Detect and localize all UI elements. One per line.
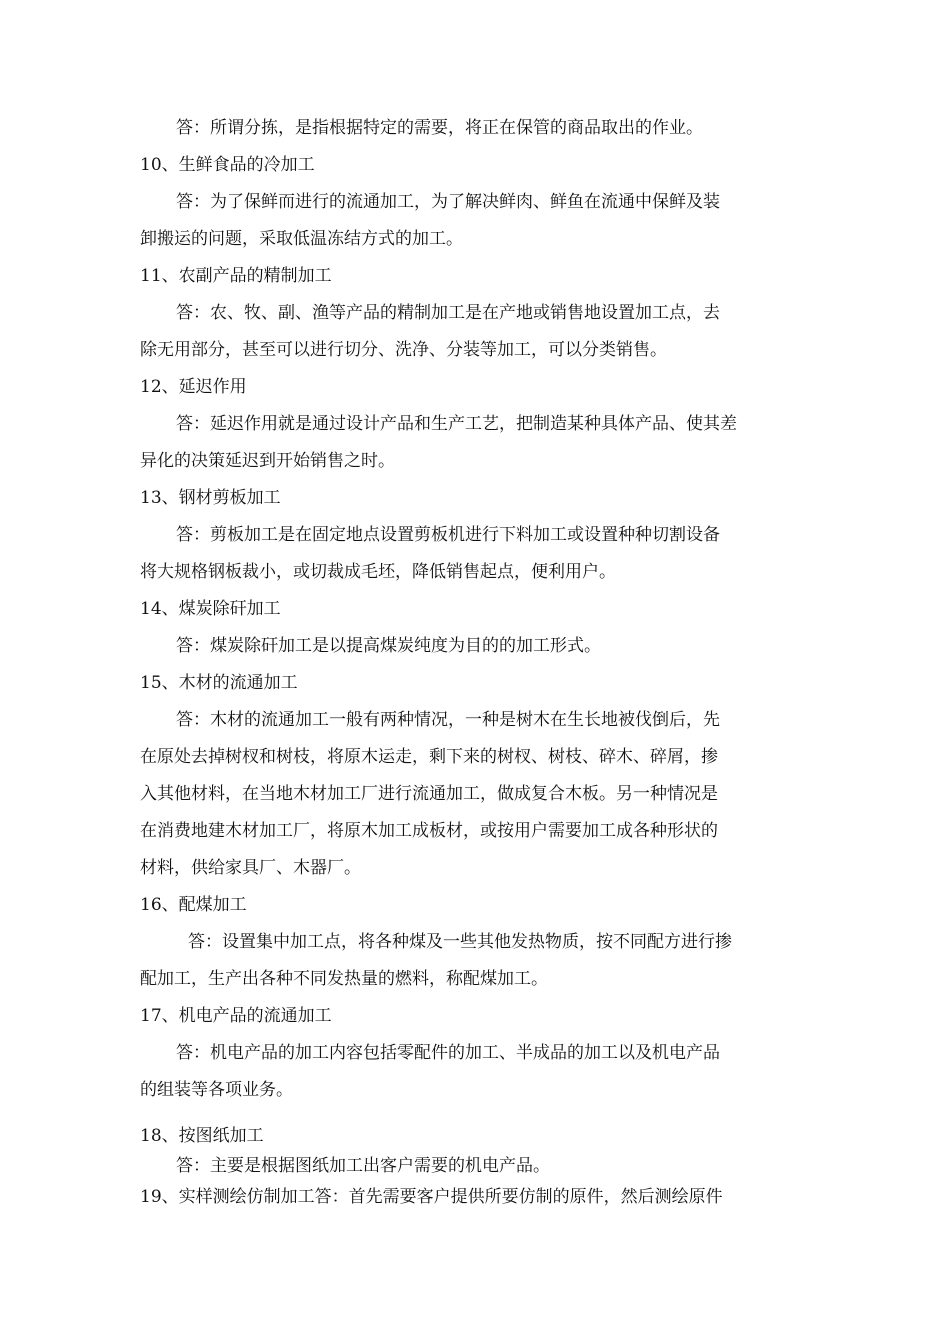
section-heading: 12、延迟作用 [140,377,247,397]
section-heading: 16、配煤加工 [140,895,247,915]
answer-continuation: 卸搬运的问题，采取低温冻结方式的加工。 [140,229,463,249]
section-heading: 11、农副产品的精制加工 [140,266,332,286]
section-heading: 14、煤炭除矸加工 [140,599,281,619]
answer-continuation: 入其他材料，在当地木材加工厂进行流通加工，做成复合木板。另一种情况是 [140,784,718,804]
section-heading: 18、按图纸加工 [140,1126,264,1146]
answer-continuation: 异化的决策延迟到开始销售之时。 [140,451,395,471]
answer-continuation: 在原处去掉树杈和树枝，将原木运走，剩下来的树杈、树枝、碎木、碎屑，掺 [140,747,718,767]
answer-line: 答：木材的流通加工一般有两种情况，一种是树木在生长地被伐倒后，先 [176,710,720,730]
section-heading: 13、钢材剪板加工 [140,488,281,508]
answer-continuation: 的组装等各项业务。 [140,1080,293,1100]
section-heading: 10、生鲜食品的冷加工 [140,155,315,175]
answer-continuation: 将大规格钢板裁小，或切裁成毛坯，降低销售起点，便利用户。 [140,562,616,582]
answer-line: 答：所谓分拣，是指根据特定的需要，将正在保管的商品取出的作业。 [176,118,703,138]
answer-line: 答：机电产品的加工内容包括零配件的加工、半成品的加工以及机电产品 [176,1043,720,1063]
text-column-end [140,1179,810,1216]
answer-continuation: 材料，供给家具厂、木器厂。 [140,858,361,878]
answer-line: 答：煤炭除矸加工是以提高煤炭纯度为目的的加工形式。 [176,636,601,656]
answer-line: 答：设置集中加工点，将各种煤及一些其他发热物质，按不同配方进行掺 [188,932,732,952]
answer-line: 答：剪板加工是在固定地点设置剪板机进行下料加工或设置种种切割设备 [176,525,720,545]
answer-line: 答：农、牧、副、渔等产品的精制加工是在产地或销售地设置加工点，去 [176,303,720,323]
text-column-tail [140,1121,810,1181]
answer-line: 答：为了保鲜而进行的流通加工，为了解决鲜肉、鲜鱼在流通中保鲜及装 [176,192,720,212]
section-heading: 17、机电产品的流通加工 [140,1006,332,1026]
answer-line: 答：主要是根据图纸加工出客户需要的机电产品。 [176,1156,550,1176]
section-heading: 15、木材的流通加工 [140,673,298,693]
section-heading: 19、实样测绘仿制加工答：首先需要客户提供所要仿制的原件，然后测绘原件 [140,1187,723,1207]
answer-continuation: 在消费地建木材加工厂，将原木加工成板材，或按用户需要加工成各种形状的 [140,821,718,841]
answer-continuation: 除无用部分，甚至可以进行切分、洗净、分装等加工，可以分类销售。 [140,340,667,360]
answer-line: 答：延迟作用就是通过设计产品和生产工艺，把制造某种具体产品、使其差 [176,414,737,434]
text-column [140,110,810,1109]
answer-continuation: 配加工，生产出各种不同发热量的燃料，称配煤加工。 [140,969,548,989]
